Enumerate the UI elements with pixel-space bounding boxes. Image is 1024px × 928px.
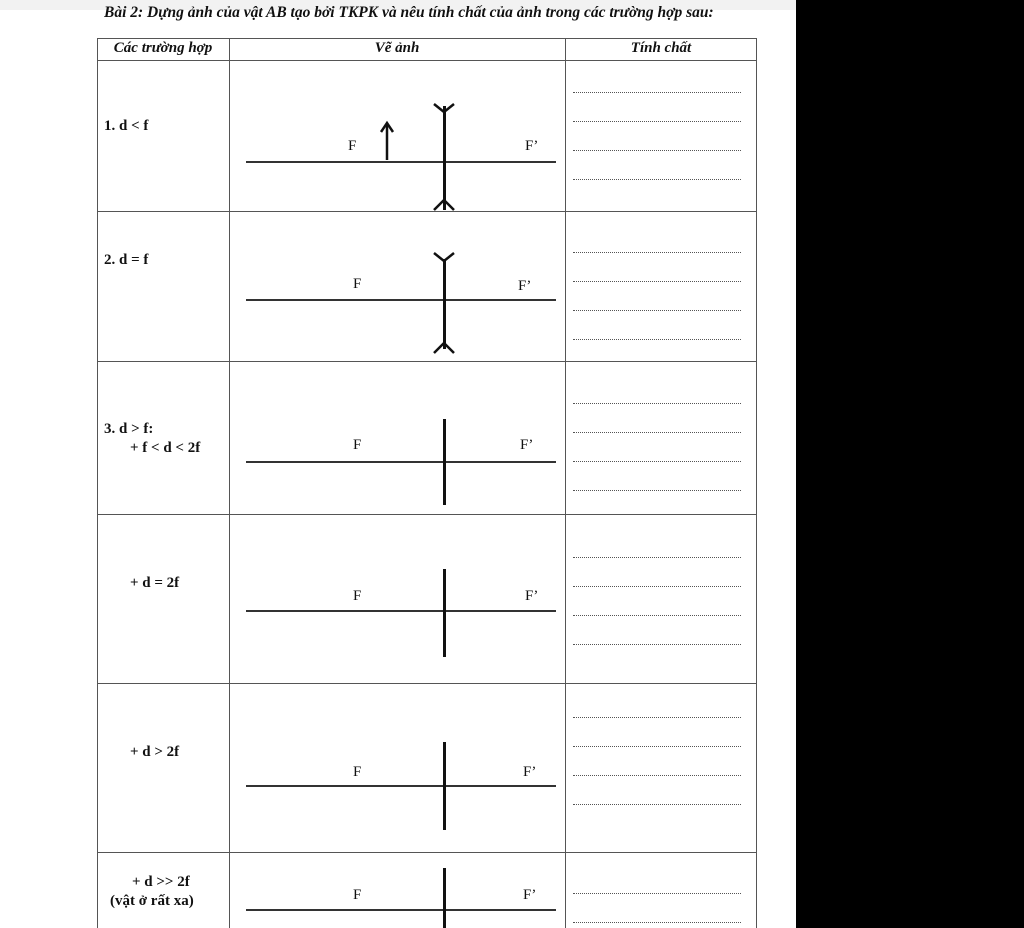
lens	[443, 419, 446, 505]
focus-f-label: F	[353, 437, 362, 453]
properties-answer-lines[interactable]	[573, 251, 741, 367]
lens-top-tip-icon	[434, 104, 454, 112]
column-header-properties: Tính chất	[630, 40, 692, 56]
lens-top-tip-icon	[434, 253, 454, 261]
lens	[443, 742, 446, 830]
focus-f-prime-label: F’	[525, 138, 539, 154]
lens	[443, 569, 446, 657]
properties-answer-lines[interactable]	[573, 716, 741, 832]
focus-f-label: F	[348, 138, 357, 154]
properties-answer-lines[interactable]	[573, 556, 741, 672]
focus-f-prime-label: F’	[523, 887, 537, 903]
case-label	[104, 117, 148, 136]
column-header-draw: Vẽ ảnh	[374, 40, 420, 56]
properties-answer-lines[interactable]	[573, 91, 741, 207]
principal-axis	[246, 785, 556, 787]
diagram-area[interactable]	[230, 852, 564, 928]
diagram-area[interactable]	[230, 211, 564, 361]
properties-answer-lines[interactable]	[573, 402, 741, 518]
focus-f-prime-label: F’	[518, 278, 532, 294]
focus-f-label: F	[353, 887, 362, 903]
diagram-area[interactable]	[230, 683, 564, 852]
diagram-area[interactable]	[230, 361, 564, 514]
column-divider	[565, 38, 566, 928]
case-label	[130, 574, 179, 593]
diagram-area[interactable]	[230, 60, 564, 211]
case-text: 1. d < f	[104, 118, 149, 134]
case-label	[110, 873, 194, 911]
case-subtext: (vật ở rất xa)	[110, 893, 194, 909]
focus-f-label: F	[353, 588, 362, 604]
case-text: + d >> 2f	[132, 874, 190, 890]
case-text: + d = 2f	[130, 575, 180, 591]
principal-axis	[246, 610, 556, 612]
case-text: 3. d > f:	[104, 421, 154, 437]
focus-f-prime-label: F’	[523, 764, 537, 780]
case-text: 2. d = f	[104, 252, 149, 268]
case-label	[130, 743, 179, 762]
focus-f-label: F	[353, 276, 362, 292]
focus-f-prime-label: F’	[525, 588, 539, 604]
lens-bottom-tip-icon	[434, 200, 454, 210]
principal-axis	[246, 909, 556, 911]
lens-tips	[230, 60, 564, 211]
lens	[443, 868, 446, 928]
case-text: + d > 2f	[130, 744, 180, 760]
diagram-area[interactable]	[230, 514, 564, 683]
lens-bottom-tip-icon	[434, 343, 454, 353]
lens-tips	[230, 211, 564, 361]
case-label	[104, 420, 200, 458]
focus-f-prime-label: F’	[520, 437, 534, 453]
exercise-heading: Bài 2: Dựng ảnh của vật AB tạo bởi TKPK và nêu tính chất của ảnh trong các trường hợp sau:	[104, 4, 714, 21]
case-subtext: + f < d < 2f	[130, 440, 201, 456]
focus-f-label: F	[353, 764, 362, 780]
case-label	[104, 251, 148, 270]
column-header-cases: Các trường hợp	[113, 40, 213, 56]
principal-axis	[246, 461, 556, 463]
properties-answer-lines[interactable]	[573, 892, 741, 928]
